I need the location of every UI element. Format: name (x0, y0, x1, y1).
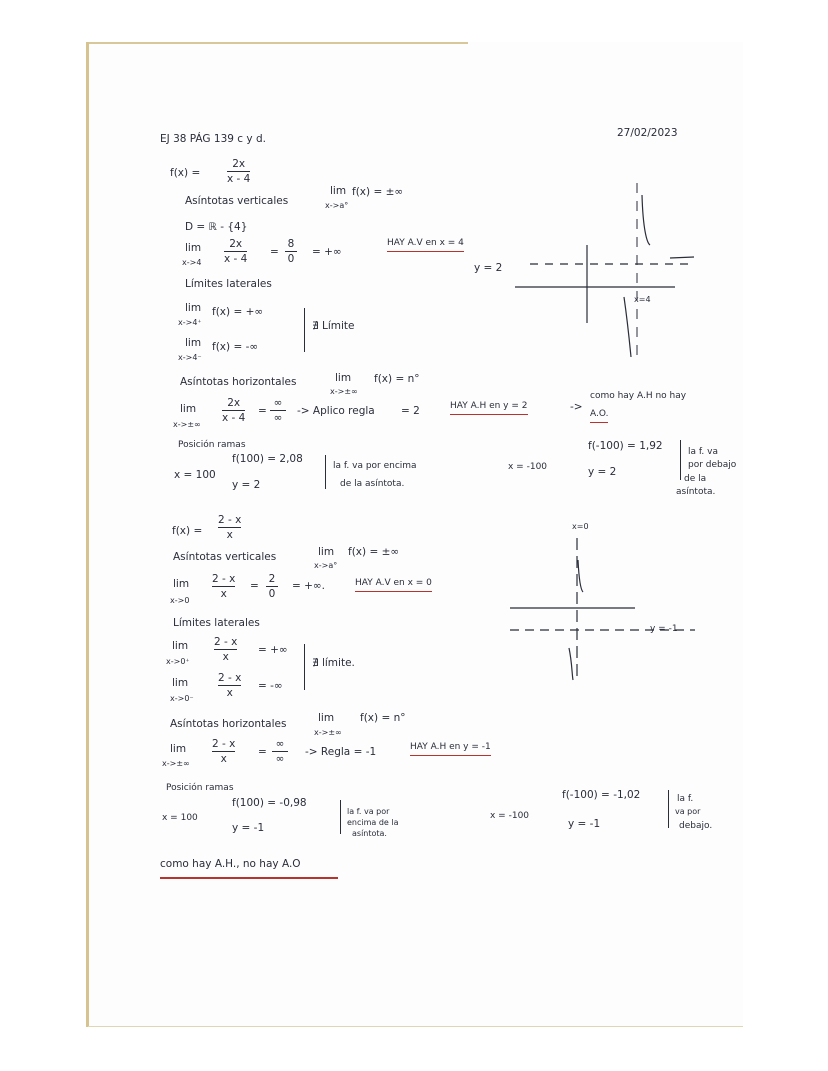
c-lim2-rule: -> Aplico regla (297, 405, 375, 417)
d-lim1-fraction (212, 573, 235, 600)
d-func-lhs: f(x) = (172, 525, 203, 537)
d-graph-branch-upper (578, 560, 583, 592)
d-lim2-den: x (220, 753, 227, 765)
c-func-den: x - 4 (227, 173, 251, 185)
d-lim1-num: 2 - x (212, 573, 236, 585)
d-lim1-den: x (220, 588, 227, 600)
d-conclusion: como hay A.H., no hay A.O (160, 858, 301, 870)
c-lat2: lim (185, 337, 202, 349)
d-pos-note1b: encima de la (347, 818, 399, 827)
d-pos-note1a: la f. va por (347, 807, 390, 816)
d-lat2-den: x (226, 687, 233, 699)
d-pos-brace2 (668, 790, 669, 828)
c-lim1-sub: x->4 (182, 258, 202, 267)
d-graph-branch-lower (569, 648, 573, 680)
c-func-lhs: f(x) = (170, 167, 201, 179)
c-lim1-den2: 0 (287, 253, 295, 265)
c-lim2-res: = 2 (401, 405, 420, 417)
d-lat2: lim (172, 677, 189, 689)
d-graph (505, 530, 705, 690)
c-pos-note2b: por debajo (688, 460, 737, 470)
c-lim1-num: 2x (229, 238, 243, 250)
c-func-fraction (227, 158, 250, 185)
c-ob-note2: A.O. (590, 408, 608, 423)
d-lim2: lim (170, 743, 187, 755)
d-lim2-fraction (212, 738, 235, 765)
d-lat2-fraction (218, 672, 241, 699)
c-lim2-num: 2x (227, 397, 241, 409)
c-lim2-den: x - 4 (222, 412, 246, 424)
d-pos-y1: y = -1 (232, 822, 265, 834)
c-pos-note2a: la f. va (688, 447, 718, 457)
c-lim1-num2: 8 (287, 238, 295, 250)
c-ha-val: f(x) = n° (374, 373, 420, 385)
c-lat1: lim (185, 302, 202, 314)
d-ha-sub: x->±∞ (314, 728, 342, 737)
c-lat2-val: f(x) = -∞ (212, 341, 259, 353)
c-lim2-eq: = (258, 405, 267, 417)
c-lat1-sub: x->4⁺ (178, 318, 202, 327)
c-lim1-den: x - 4 (224, 253, 248, 265)
d-ha-title: Asíntotas horizontales (170, 718, 287, 730)
c-pos-x2: x = -100 (508, 462, 548, 472)
d-ha-result: HAY A.H en y = -1 (410, 741, 491, 756)
c-lat2-sub: x->4⁻ (178, 353, 202, 362)
d-lat1-fraction (214, 636, 237, 663)
d-pos-f2: f(-100) = -1,02 (562, 789, 641, 801)
d-lim1-res: = +∞. (292, 580, 326, 592)
c-lim1-fraction (224, 238, 247, 265)
d-lim1-num2: 2 (268, 573, 276, 585)
d-lim1-den2: 0 (268, 588, 276, 600)
d-lat1: lim (172, 640, 189, 652)
c-pos-brace2 (680, 440, 681, 480)
d-lim1: lim (173, 578, 190, 590)
d-lat-title: Límites laterales (173, 617, 260, 629)
c-lim2-fraction (222, 397, 245, 424)
c-lim1-res: = +∞ (312, 246, 342, 258)
c-lim1-eq: = (270, 246, 279, 258)
d-va-sub: x->a° (314, 561, 338, 570)
c-graph-y-label: y = 2 (474, 262, 503, 274)
page-top-rule (88, 42, 468, 44)
c-va-sub: x->a° (325, 201, 349, 210)
c-va-lim: lim (330, 185, 347, 197)
d-lat1-den: x (222, 651, 229, 663)
d-ha-lim: lim (318, 712, 335, 724)
c-pos-note2d: asíntota. (676, 487, 716, 497)
d-func-den: x (226, 529, 233, 541)
c-va-result: HAY A.V en x = 4 (387, 237, 464, 252)
c-pos-f1: f(100) = 2,08 (232, 453, 303, 465)
d-pos-title: Posición ramas (166, 783, 234, 793)
d-lim2-fraction2 (272, 738, 288, 765)
page-left-margin (86, 42, 89, 1027)
d-lat2-res: = -∞ (258, 680, 283, 692)
d-func-num: 2 - x (218, 514, 242, 526)
c-lim2-sub: x->±∞ (173, 420, 201, 429)
c-va-val: f(x) = ±∞ (352, 186, 404, 198)
d-lim1-sub: x->0 (170, 596, 190, 605)
c-ha-lim: lim (335, 372, 352, 384)
d-lim2-num: 2 - x (212, 738, 236, 750)
c-graph-branch-lower (624, 297, 631, 357)
d-pos-note1c: asíntota. (352, 829, 387, 838)
c-lat-title: Límites laterales (185, 278, 272, 290)
d-lim1-fraction2 (266, 573, 278, 600)
c-func-num: 2x (232, 158, 246, 170)
c-pos-y2: y = 2 (588, 466, 617, 478)
c-pos-y1: y = 2 (232, 479, 261, 491)
c-pos-note1a: la f. va por encima (333, 461, 417, 471)
d-va-lim: lim (318, 546, 335, 558)
c-pos-f2: f(-100) = 1,92 (588, 440, 663, 452)
c-ob-note1: como hay A.H no hay (590, 391, 687, 401)
c-no-limit: ∄ Límite (312, 320, 355, 332)
c-pos-x1: x = 100 (174, 469, 216, 481)
d-va-title: Asíntotas verticales (173, 551, 277, 563)
d-conclusion-underline (160, 877, 338, 879)
d-pos-y2: y = -1 (568, 818, 601, 830)
d-pos-note2c: debajo. (679, 821, 713, 831)
c-lim1-fraction2 (285, 238, 297, 265)
d-pos-x1: x = 100 (162, 813, 198, 823)
d-lat2-sub: x->0⁻ (170, 694, 194, 703)
d-lim2-sub: x->±∞ (162, 759, 190, 768)
c-lim1: lim (185, 242, 202, 254)
c-lim2-den2: ∞ (273, 412, 283, 424)
c-pos-title: Posición ramas (178, 440, 246, 450)
c-graph (470, 175, 700, 365)
d-lat-brace (304, 644, 305, 690)
c-graph-x-label: x=4 (634, 295, 651, 304)
d-va-result: HAY A.V en x = 0 (355, 577, 432, 592)
c-lat1-val: f(x) = +∞ (212, 306, 264, 318)
c-domain: D = ℝ - {4} (185, 221, 248, 233)
c-ha-result: HAY A.H en y = 2 (450, 400, 528, 415)
c-lat-brace (304, 308, 305, 352)
d-pos-note2b: va por (675, 807, 701, 816)
c-lim2-num2: ∞ (273, 397, 283, 409)
page-bottom-rule (88, 1026, 743, 1027)
c-pos-note2c: de la (684, 474, 707, 484)
d-no-limit: ∄ límite. (312, 657, 355, 669)
c-graph-branch-upper (642, 195, 650, 245)
c-lim2: lim (180, 403, 197, 415)
d-graph-y-label: y = -1 (650, 624, 678, 634)
d-va-val: f(x) = ±∞ (348, 546, 400, 558)
d-lim2-den2: ∞ (275, 753, 285, 765)
d-lat1-num: 2 - x (214, 636, 238, 648)
d-pos-x2: x = -100 (490, 811, 530, 821)
c-graph-branch-right (670, 257, 694, 258)
c-ha-sub: x->±∞ (330, 387, 358, 396)
c-ob-arrow: -> (570, 401, 583, 413)
c-va-title: Asíntotas verticales (185, 195, 289, 207)
d-lim2-rule: -> Regla = -1 (305, 746, 377, 758)
d-pos-note2a: la f. (677, 794, 694, 804)
d-pos-f1: f(100) = -0,98 (232, 797, 307, 809)
d-lat1-res: = +∞ (258, 644, 288, 656)
d-lat1-sub: x->0⁺ (166, 657, 190, 666)
c-lim2-fraction2 (270, 397, 286, 424)
c-pos-note1b: de la asíntota. (340, 479, 405, 489)
exercise-title: EJ 38 PÁG 139 c y d. (160, 133, 266, 145)
c-ha-title: Asíntotas horizontales (180, 376, 297, 388)
d-lim2-eq: = (258, 746, 267, 758)
d-func-fraction (218, 514, 241, 541)
d-lim1-eq: = (250, 580, 259, 592)
d-pos-brace1 (340, 800, 341, 834)
c-pos-brace1 (325, 455, 326, 489)
d-lat2-num: 2 - x (218, 672, 242, 684)
d-lim2-num2: ∞ (275, 738, 285, 750)
d-graph-x-label: x=0 (572, 522, 589, 531)
d-ha-val: f(x) = n° (360, 712, 406, 724)
date: 27/02/2023 (617, 127, 678, 139)
